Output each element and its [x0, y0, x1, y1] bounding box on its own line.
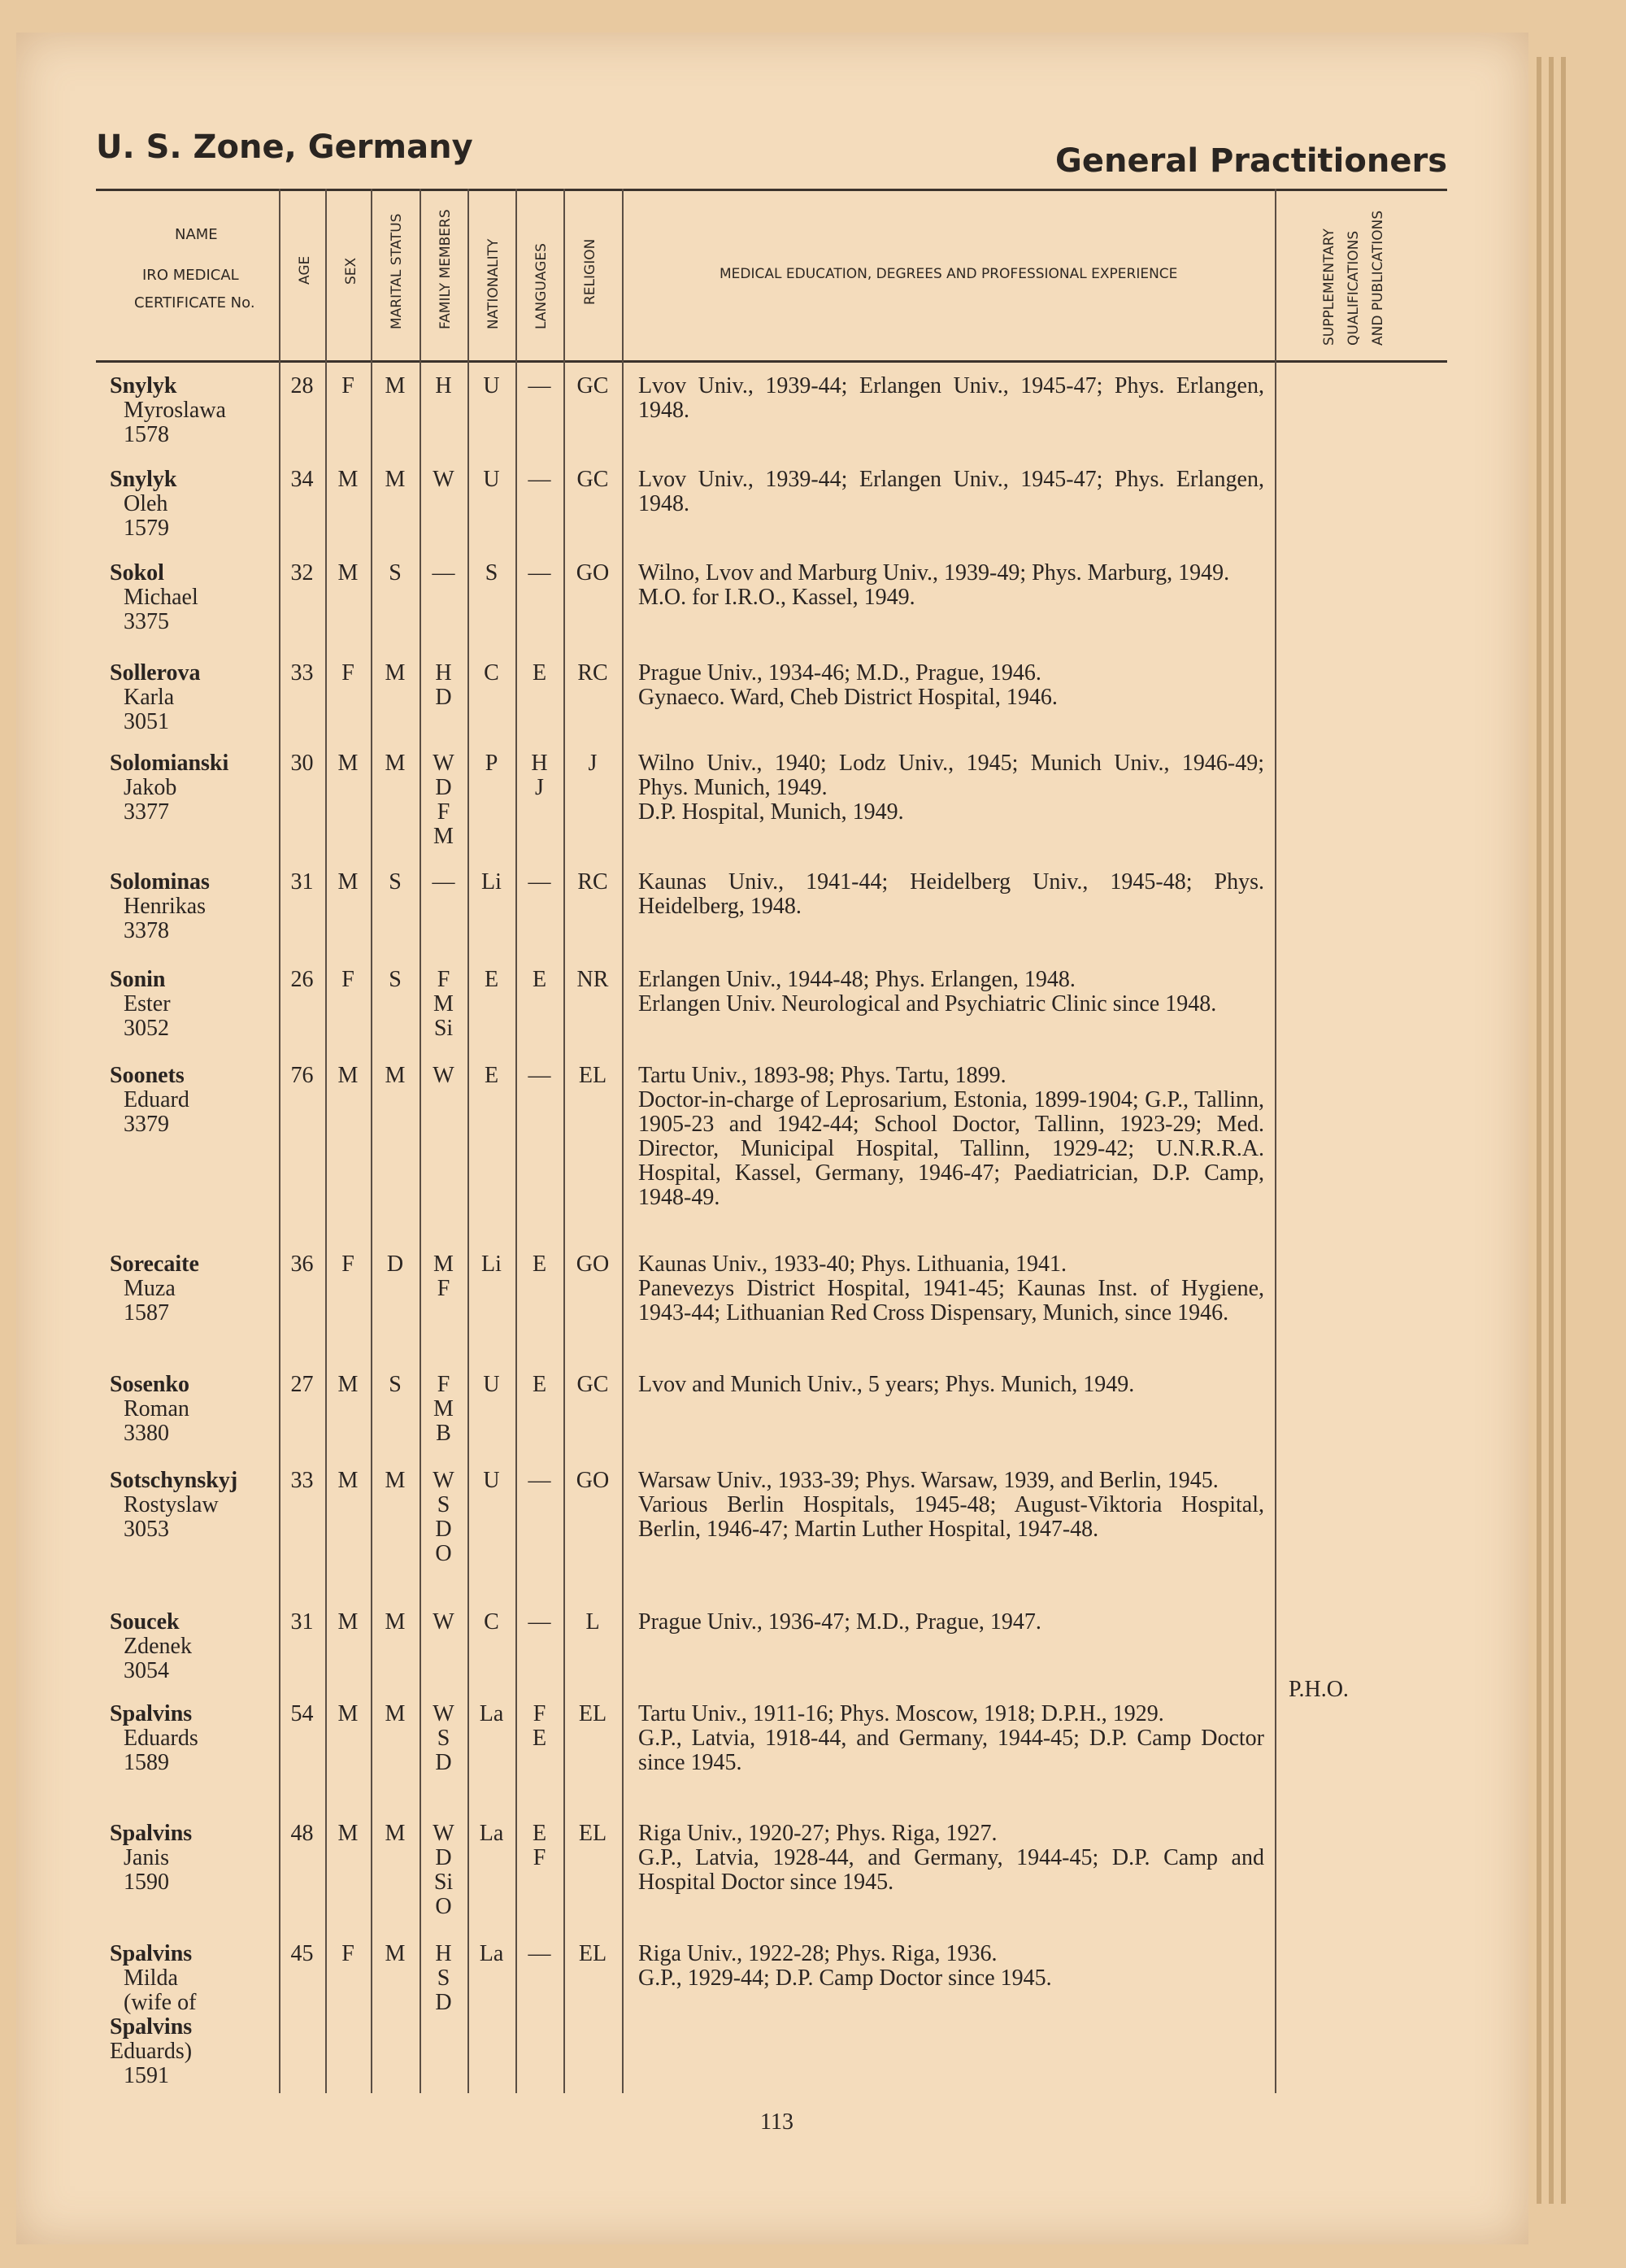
cell-lang: — — [528, 1609, 551, 1635]
doctor-given-name: Myroslawa — [124, 398, 226, 423]
certificate-number: 1579 — [124, 516, 169, 541]
cell-family: W — [433, 1609, 454, 1635]
experience-text: Kaunas Univ., 1941-44; Heidelberg Univ., 1945-48; Phys. Heidelberg, 1948. — [638, 869, 1264, 919]
cell-age: 32 — [290, 560, 314, 586]
cell-marital: M — [385, 1941, 406, 1966]
col-name-iro: IRO MEDICAL — [142, 267, 239, 284]
cell-sex: F — [341, 1941, 354, 1966]
experience-text: Riga Univ., 1920-27; Phys. Riga, 1927. G.P., Latvia, 1928-44, and Germany, 1944-45; D.P. Camp and Hospital Doctor since 1945. — [638, 1821, 1264, 1895]
cell-nat: La — [479, 1941, 504, 1966]
cell-marital: M — [385, 467, 406, 492]
certificate-number: 3377 — [124, 799, 169, 825]
cell-rel: EL — [578, 1941, 607, 1966]
doctor-surname: Solominas — [110, 869, 210, 895]
cell-age: 33 — [290, 1468, 314, 1493]
certificate-number: 1591 — [124, 2063, 169, 2088]
experience-text: Lvov Univ., 1939-44; Erlangen Univ., 1945-47; Phys. Erlangen, 1948. — [638, 467, 1264, 516]
cell-marital: M — [385, 1821, 406, 1846]
experience-text: Wilno, Lvov and Marburg Univ., 1939-49; Phys. Marburg, 1949. M.O. for I.R.O., Kassel, 1949. — [638, 560, 1230, 610]
doctor-given-name: Eduards — [124, 1726, 198, 1751]
cell-lang: H J — [531, 751, 548, 800]
experience-text: Prague Univ., 1934-46; M.D., Prague, 1946. Gynaeco. Ward, Cheb District Hospital, 1946. — [638, 660, 1058, 710]
doctor-surname: Sosenko — [110, 1372, 190, 1397]
doctor-given-name: Eduard — [124, 1087, 189, 1112]
cell-sex: M — [337, 467, 359, 492]
cell-family: W D F M — [433, 751, 454, 849]
cell-lang: — — [528, 869, 551, 895]
col-age: AGE — [297, 255, 313, 285]
cell-sex: F — [341, 1252, 354, 1277]
certificate-number: 1578 — [124, 422, 169, 447]
doctor-given-name: Karla — [124, 685, 175, 710]
cell-nat: C — [484, 660, 499, 686]
cell-lang: — — [528, 373, 551, 398]
cell-nat: P — [485, 751, 498, 776]
certificate-number: 3378 — [124, 918, 169, 943]
certificate-number: 3052 — [124, 1016, 169, 1041]
doctor-surname: Snylyk — [110, 373, 177, 398]
cell-rel: RC — [577, 869, 608, 895]
cell-sex: M — [337, 560, 359, 586]
cell-sex: M — [337, 869, 359, 895]
cell-family: H — [435, 373, 452, 398]
cell-age: 27 — [290, 1372, 314, 1397]
doctor-given-name: Henrikas — [124, 894, 207, 919]
doctor-given-name: Rostyslaw — [124, 1492, 219, 1517]
doctor-given-name: Muza — [124, 1276, 176, 1301]
doctor-note: Spalvins — [110, 2014, 193, 2039]
cell-sex: F — [341, 967, 354, 992]
doctor-surname: Soonets — [110, 1063, 185, 1088]
header-section-title: General Practitioners — [1055, 142, 1447, 180]
cell-nat: U — [483, 1372, 500, 1397]
cell-marital: M — [385, 1063, 406, 1088]
col-supp-3: AND PUBLICATIONS — [1370, 210, 1386, 346]
certificate-number: 1590 — [124, 1870, 169, 1895]
cell-lang: E — [532, 967, 547, 992]
doctor-surname: Solomianski — [110, 751, 229, 776]
cell-rel: GC — [576, 373, 609, 398]
certificate-number: 1587 — [124, 1300, 169, 1326]
cell-nat: U — [483, 373, 500, 398]
cell-age: 31 — [290, 1609, 314, 1635]
cell-age: 36 — [290, 1252, 314, 1277]
experience-text: Kaunas Univ., 1933-40; Phys. Lithuania, 1941. Panevezys District Hospital, 1941-45; Kaunas Inst. of Hygiene, 1943-44; Lithuanian Red Cross Dispensary, Munich, since 1946. — [638, 1252, 1264, 1326]
experience-text: Lvov Univ., 1939-44; Erlangen Univ., 1945-47; Phys. Erlangen, 1948. — [638, 373, 1264, 423]
cell-sex: M — [337, 1821, 359, 1846]
cell-lang: — — [528, 1468, 551, 1493]
cell-rel: L — [585, 1609, 600, 1635]
cell-nat: U — [483, 467, 500, 492]
cell-lang: — — [528, 560, 551, 586]
certificate-number: 3053 — [124, 1517, 169, 1542]
cell-family: W — [433, 1063, 454, 1088]
cell-sex: F — [341, 373, 354, 398]
cell-family: F M B — [433, 1372, 454, 1446]
experience-text: Riga Univ., 1922-28; Phys. Riga, 1936. G.P., 1929-44; D.P. Camp Doctor since 1945. — [638, 1941, 1052, 1991]
page-edge — [1537, 57, 1541, 2204]
doctor-surname: Sonin — [110, 967, 166, 992]
cell-family: W — [433, 467, 454, 492]
col-languages: LANGUAGES — [533, 243, 550, 329]
cell-age: 31 — [290, 869, 314, 895]
doctor-surname: Snylyk — [110, 467, 177, 492]
doctor-note: (wife of — [124, 1990, 197, 2015]
cell-nat: Li — [481, 1252, 502, 1277]
cell-family: H S D — [435, 1941, 452, 2015]
cell-age: 45 — [290, 1941, 314, 1966]
experience-text: Warsaw Univ., 1933-39; Phys. Warsaw, 1939, and Berlin, 1945. Various Berlin Hospitals, 1945-48; August-Viktoria Hospital, Berlin, 1946-47; Martin Luther Hospital, 1947-48. — [638, 1468, 1264, 1542]
col-sex: SEX — [343, 257, 359, 285]
col-name: NAME — [175, 226, 218, 243]
cell-family: W S D O — [433, 1468, 454, 1566]
col-family: FAMILY MEMBERS — [437, 209, 454, 329]
doctor-surname: Sotschynskyj — [110, 1468, 238, 1493]
certificate-number: 1589 — [124, 1750, 169, 1775]
cell-family: H D — [435, 660, 452, 710]
cell-age: 33 — [290, 660, 314, 686]
doctor-given-name: Oleh — [124, 491, 168, 516]
cell-marital: M — [385, 1468, 406, 1493]
cell-lang: E — [532, 1252, 547, 1277]
cell-lang: E — [532, 660, 547, 686]
col-religion: RELIGION — [582, 238, 598, 305]
cell-age: 54 — [290, 1701, 314, 1726]
doctor-given-name: Michael — [124, 585, 198, 610]
cell-lang: — — [528, 467, 551, 492]
cell-lang: — — [528, 1941, 551, 1966]
cell-age: 28 — [290, 373, 314, 398]
cell-rel: RC — [577, 660, 608, 686]
cell-lang: E — [532, 1372, 547, 1397]
supplementary-qualification: P.H.O. — [1289, 1677, 1349, 1702]
cell-sex: M — [337, 751, 359, 776]
cell-sex: M — [337, 1701, 359, 1726]
doctor-given-name: Roman — [124, 1396, 189, 1421]
certificate-number: 3051 — [124, 709, 169, 734]
experience-text: Tartu Univ., 1911-16; Phys. Moscow, 1918; D.P.H., 1929. G.P., Latvia, 1918-44, and Germany, 1944-45; D.P. Camp Doctor since 1945. — [638, 1701, 1264, 1775]
cell-marital: M — [385, 1701, 406, 1726]
cell-nat: La — [479, 1701, 504, 1726]
cell-rel: EL — [578, 1701, 607, 1726]
cell-age: 34 — [290, 467, 314, 492]
cell-family: — — [432, 869, 455, 895]
doctor-surname: Soucek — [110, 1609, 180, 1635]
cell-nat: E — [484, 967, 499, 992]
doctor-surname: Sollerova — [110, 660, 201, 686]
col-supp-1: SUPPLEMENTARY — [1321, 229, 1337, 346]
experience-text: Erlangen Univ., 1944-48; Phys. Erlangen, 1948. Erlangen Univ. Neurological and Psychiatric Clinic since 1948. — [638, 967, 1217, 1016]
experience-text: Prague Univ., 1936-47; M.D., Prague, 1947. — [638, 1609, 1041, 1635]
cell-marital: S — [389, 1372, 402, 1397]
doctor-given-name: Ester — [124, 991, 171, 1016]
cell-rel: J — [588, 751, 598, 776]
doctor-surname: Sokol — [110, 560, 164, 586]
cell-age: 48 — [290, 1821, 314, 1846]
doctor-given-name: Janis — [124, 1845, 169, 1870]
header-bottom-rule — [96, 360, 1447, 363]
experience-text: Tartu Univ., 1893-98; Phys. Tartu, 1899. Doctor-in-charge of Leprosarium, Estonia, 1899-1904; G.P., Tallinn, 1905-23 and 1942-44; School Doctor, Tallinn, 1923-29; Med. Director, Municipal Hospital, Tallinn, 1929-42; U.N.R.R.A. Hospital, Kassel, Germany, 1946-47; Paediatrician, D.P. Camp, 1948-49. — [638, 1063, 1264, 1210]
doctor-given-name: Zdenek — [124, 1634, 192, 1659]
doctor-given-name: Milda — [124, 1965, 178, 1991]
cell-nat: U — [483, 1468, 500, 1493]
doctor-given-name: Jakob — [124, 775, 177, 800]
cell-age: 30 — [290, 751, 314, 776]
doctor-surname: Spalvins — [110, 1941, 193, 1966]
col-marital: MARITAL STATUS — [389, 213, 405, 329]
cell-marital: M — [385, 751, 406, 776]
col-nationality: NATIONALITY — [485, 238, 502, 329]
cell-sex: M — [337, 1063, 359, 1088]
doctor-surname: Spalvins — [110, 1701, 193, 1726]
cell-rel: NR — [576, 967, 609, 992]
cell-family: M F — [433, 1252, 454, 1301]
certificate-number: 3380 — [124, 1421, 169, 1446]
cell-sex: F — [341, 660, 354, 686]
col-rule — [1275, 189, 1276, 2093]
certificate-number: 3379 — [124, 1112, 169, 1137]
cell-rel: EL — [578, 1821, 607, 1846]
cell-marital: M — [385, 1609, 406, 1635]
experience-text: Lvov and Munich Univ., 5 years; Phys. Munich, 1949. — [638, 1372, 1135, 1397]
cell-nat: La — [479, 1821, 504, 1846]
cell-family: W S D — [433, 1701, 454, 1775]
cell-marital: D — [386, 1252, 404, 1277]
col-name-cert: CERTIFICATE No. — [134, 294, 255, 311]
cell-rel: GO — [576, 560, 610, 586]
cell-nat: S — [485, 560, 498, 586]
cell-age: 26 — [290, 967, 314, 992]
page-edge — [1549, 57, 1554, 2204]
certificate-number: 3375 — [124, 609, 169, 634]
cell-lang: F E — [532, 1701, 547, 1751]
cell-sex: M — [337, 1468, 359, 1493]
page-edge — [1561, 57, 1566, 2204]
cell-marital: S — [389, 560, 402, 586]
cell-family: F M Si — [433, 967, 454, 1041]
cell-lang: E F — [532, 1821, 547, 1870]
cell-rel: GC — [576, 467, 609, 492]
certificate-number: 3054 — [124, 1658, 169, 1683]
cell-rel: GO — [576, 1252, 610, 1277]
header-top-rule — [96, 189, 1447, 191]
col-experience: MEDICAL EDUCATION, DEGREES AND PROFESSIONAL EXPERIENCE — [720, 266, 1178, 282]
cell-family: W D Si O — [433, 1821, 454, 1919]
header-zone-title: U. S. Zone, Germany — [96, 128, 473, 166]
experience-text: Wilno Univ., 1940; Lodz Univ., 1945; Munich Univ., 1946-49; Phys. Munich, 1949. D.P. Hospital, Munich, 1949. — [638, 751, 1264, 825]
doctor-surname: Sorecaite — [110, 1252, 199, 1277]
cell-lang: — — [528, 1063, 551, 1088]
doctor-surname: Spalvins — [110, 1821, 193, 1846]
page-number: 113 — [760, 2109, 793, 2135]
cell-marital: S — [389, 869, 402, 895]
cell-family: — — [432, 560, 455, 586]
doctor-note: Eduards) — [110, 2039, 193, 2064]
cell-rel: EL — [578, 1063, 607, 1088]
cell-nat: E — [484, 1063, 499, 1088]
cell-nat: Li — [481, 869, 502, 895]
col-rule — [622, 189, 624, 2093]
cell-rel: GO — [576, 1468, 610, 1493]
cell-marital: S — [389, 967, 402, 992]
cell-age: 76 — [290, 1063, 314, 1088]
cell-sex: M — [337, 1609, 359, 1635]
cell-marital: M — [385, 373, 406, 398]
cell-rel: GC — [576, 1372, 609, 1397]
cell-marital: M — [385, 660, 406, 686]
col-supp-2: QUALIFICATIONS — [1346, 230, 1362, 346]
cell-sex: M — [337, 1372, 359, 1397]
cell-nat: C — [484, 1609, 499, 1635]
